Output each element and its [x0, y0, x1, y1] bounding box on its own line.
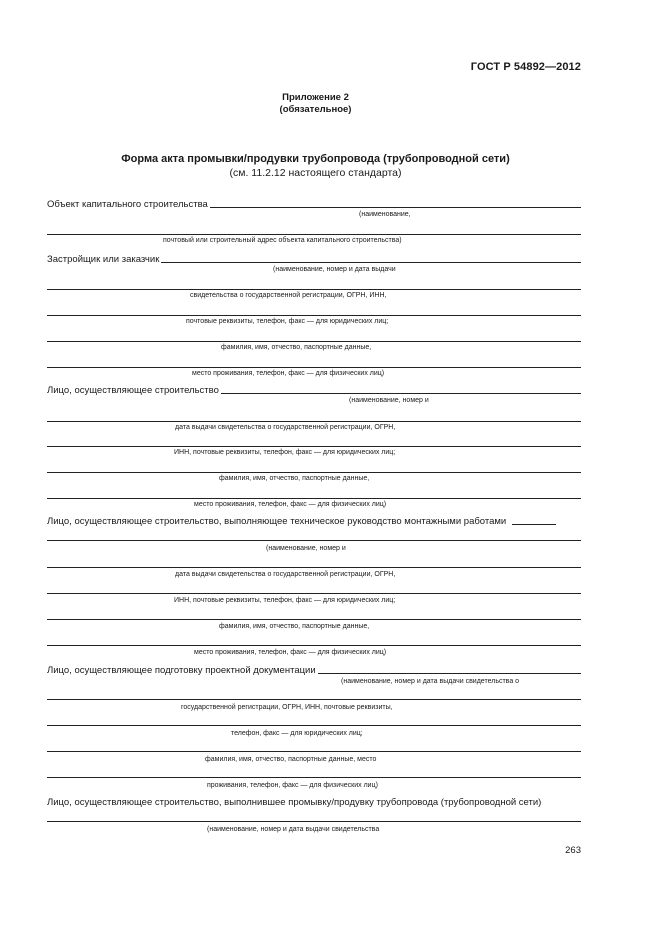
- designer-input-line[interactable]: [318, 673, 581, 674]
- developer-field: [47, 254, 581, 265]
- developer-input-line-5[interactable]: [47, 367, 581, 368]
- builder-caption: дата выдачи свидетельства о государственной регистрации, ОГРН,: [175, 424, 396, 431]
- supervisor-field: [47, 516, 581, 527]
- designer-caption: государственной регистрации, ОГРН, ИНН, почтовые реквизиты,: [181, 704, 393, 711]
- designer-input-line-4[interactable]: [47, 751, 581, 752]
- supervisor-caption: место проживания, телефон, факс — для физических лиц): [194, 649, 387, 656]
- form-heading: [0, 152, 631, 180]
- flusher-label: Лицо, осуществляющее строительство, выполнившее промывку/продувку трубопровода (трубопроводной сети): [47, 797, 542, 808]
- designer-caption: проживания, телефон, факс — для физических лиц): [207, 782, 378, 789]
- builder-caption: (наименование, номер и: [349, 397, 429, 404]
- designer-input-line-3[interactable]: [47, 725, 581, 726]
- designer-caption: фамилия, имя, отчество, паспортные данные, место: [205, 756, 377, 763]
- developer-label: Застройщик или заказчик: [47, 254, 160, 265]
- object-input-line-2[interactable]: [47, 234, 581, 235]
- builder-caption: место проживания, телефон, факс — для физических лиц): [194, 501, 387, 508]
- designer-label: Лицо, осуществляющее подготовку проектной документации: [47, 665, 316, 676]
- builder-caption: фамилия, имя, отчество, паспортные данные,: [219, 475, 370, 482]
- form-title: Форма акта промывки/продувки трубопровода (трубопроводной сети): [121, 153, 510, 165]
- builder-field: [47, 385, 581, 396]
- developer-input-line[interactable]: [161, 262, 581, 263]
- flusher-caption: (наименование, номер и дата выдачи свидетельства: [207, 826, 380, 833]
- page-number: 263: [565, 845, 581, 856]
- supervisor-caption: ИНН, почтовые реквизиты, телефон, факс — для юридических лиц;: [174, 597, 396, 604]
- developer-input-line-3[interactable]: [47, 315, 581, 316]
- supervisor-input-line-6[interactable]: [47, 645, 581, 646]
- builder-input-line-5[interactable]: [47, 498, 581, 499]
- builder-label: Лицо, осуществляющее строительство: [47, 385, 219, 396]
- designer-field: [47, 665, 581, 676]
- supervisor-input-line-3[interactable]: [47, 567, 581, 568]
- flusher-field: [47, 797, 581, 808]
- form-subtitle: (см. 11.2.12 настоящего стандарта): [229, 167, 402, 179]
- developer-input-line-4[interactable]: [47, 341, 581, 342]
- builder-input-line-4[interactable]: [47, 472, 581, 473]
- appendix-status: (обязательное): [279, 104, 352, 115]
- builder-input-line[interactable]: [221, 393, 581, 394]
- designer-caption: (наименование, номер и дата выдачи свидетельства о: [341, 678, 520, 685]
- supervisor-input-line-4[interactable]: [47, 593, 581, 594]
- developer-caption: почтовые реквизиты, телефон, факс — для юридических лиц;: [186, 318, 389, 325]
- designer-input-line-5[interactable]: [47, 777, 581, 778]
- supervisor-label: Лицо, осуществляющее строительство, выполняющее техническое руководство монтажными работами: [47, 516, 507, 527]
- developer-caption: (наименование, номер и дата выдачи: [273, 266, 396, 273]
- builder-caption: ИНН, почтовые реквизиты, телефон, факс — для юридических лиц;: [174, 449, 396, 456]
- developer-input-line-2[interactable]: [47, 289, 581, 290]
- supervisor-input-line[interactable]: [512, 524, 556, 525]
- object-label: Объект капитального строительства: [47, 199, 208, 210]
- object-caption: (наименование,: [359, 211, 411, 218]
- appendix-heading: [0, 92, 631, 116]
- flusher-input-line[interactable]: [47, 821, 581, 822]
- builder-input-line-3[interactable]: [47, 446, 581, 447]
- standard-number: ГОСТ Р 54892—2012: [470, 61, 581, 73]
- object-field: [47, 199, 581, 210]
- developer-caption: свидетельства о государственной регистрации, ОГРН, ИНН,: [190, 292, 387, 299]
- supervisor-caption: фамилия, имя, отчество, паспортные данные,: [219, 623, 370, 630]
- developer-caption: место проживания, телефон, факс — для физических лиц): [192, 370, 385, 377]
- object-caption: почтовый или строительный адрес объекта капитального строительства): [163, 237, 402, 244]
- builder-input-line-2[interactable]: [47, 421, 581, 422]
- appendix-title: Приложение 2: [282, 92, 349, 103]
- supervisor-caption: дата выдачи свидетельства о государственной регистрации, ОГРН,: [175, 571, 396, 578]
- supervisor-input-line-5[interactable]: [47, 619, 581, 620]
- developer-caption: фамилия, имя, отчество, паспортные данные,: [221, 344, 372, 351]
- object-input-line[interactable]: [210, 207, 581, 208]
- supervisor-caption: (наименование, номер и: [266, 545, 346, 552]
- supervisor-input-line-2[interactable]: [47, 540, 581, 541]
- designer-caption: телефон, факс — для юридических лиц;: [231, 730, 363, 737]
- designer-input-line-2[interactable]: [47, 699, 581, 700]
